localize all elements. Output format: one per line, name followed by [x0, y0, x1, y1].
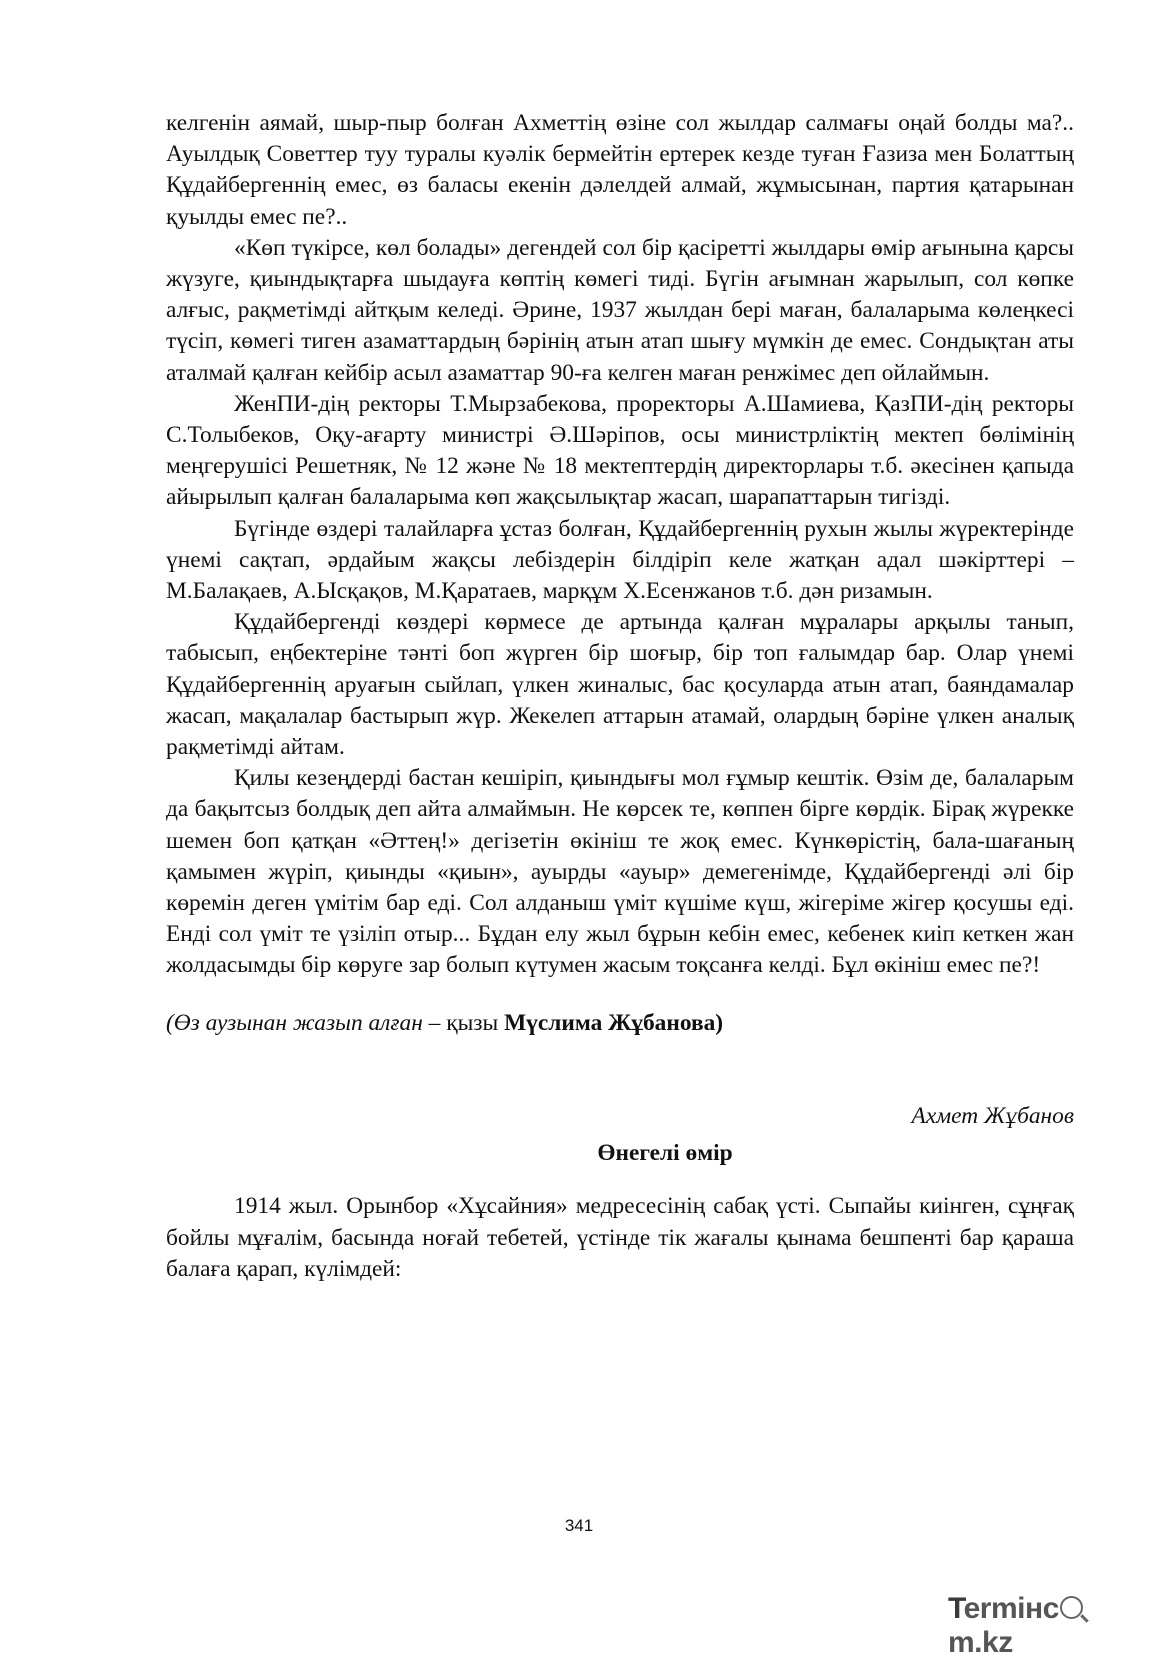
attribution	[166, 1008, 1074, 1039]
section-title: Өнегелі өмір	[597, 1140, 733, 1167]
attribution-dash: – қызы	[422, 1009, 505, 1036]
author-name: Ахмет Жұбанов	[911, 1102, 1074, 1129]
watermark-suffix: m.kz	[948, 1626, 1013, 1659]
watermark-middle: ermінc	[963, 1592, 1059, 1625]
paragraph-1: келгенін аямай, шыр-пыр болған Ахметтің өзіне сол жылдар салмағы оңай болды ма?.. Ауылдық Советтер туу туралы куәлік бермейтін ертерек кезде туған Ғазиза мен Болаттың Құдайбергеннің емес, өз баласы екенін дәлелдей алмай, жұмысынан, партия қатарынан қуылды емес пе?..	[166, 110, 1074, 230]
page-body	[166, 108, 1074, 1285]
attribution-italic: (Өз аузынан жазып алған	[166, 1009, 423, 1036]
paragraph-4: Бүгінде өздері талайларға ұстаз болған, Құдайбергеннің рухын жылы жүректерінде үнемі сақтап, әрдайым жақсы лебіздерін білдіріп келе жатқан адал шәкірттері – М.Балақаев, А.Ысқақов, М.Қаратаев, марқұм Х.Есенжанов т.б. дән ризамын.	[166, 515, 1074, 605]
magnifier-icon	[1060, 1596, 1083, 1619]
watermark-prefix: T	[948, 1592, 964, 1625]
paragraph-3: ЖенПИ-дің ректоры Т.Мырзабекова, проректоры А.Шамиева, ҚазПИ-дің ректоры С.Толыбеков, Оқу-ағарту министрі Ә.Шәріпов, осы министрліктің мектеп бөлімінің меңгерушісі Решетняк, № 12 және № 18 мектептердің директорлары т.б. әкесінен қапыда айырылып қалған балаларыма көп жақсылықтар жасап, шарапаттарын тигізді.	[166, 390, 1074, 511]
paragraph-2: «Көп түкірсе, көл болады» дегендей сол бір қасіретті жылдары өмір ағынына қарсы жүзуге, қиындықтарға шыдауға көптің көмегі тиді. Бүгін ағымнан жарылып, сол көпке алғыс, рақметімді айтқым келеді. Әрине, 1937 жылдан бері маған, балаларыма көлеңкесі түсіп, көмегі тиген азаматтардың бәрінің атын атап шығу мүмкін де емес. Сондықтан аты аталмай қалған кейбір асыл азаматтар 90-ға келген маған ренжімес деп ойлаймын.	[166, 234, 1074, 386]
paragraph-6: Қилы кезеңдерді бастан кешіріп, қиындығы мол ғұмыр кештік. Өзім де, балаларым да бақытсыз болдық деп айта алмаймын. Не көрсек те, көппен бірге көрдік. Бірақ жүрекке шемен боп қатқан «Әттең!» дегізетін өкініш те жоқ емес. Күнкөрістің, бала-шағаның қамымен жүріп, қиынды «қиын», ауырды «ауыр» демегенімде, Құдайбергенді әлі бір көремін деген үмітім бар еді. Сол алданыш үміт күшіме күш, жігеріме жігер қосушы еді. Енді сол үміт те үзіліп отыр... Бұдан елу жыл бұрын кебін емес, кебенек киіп кеткен жан жолдасымды бір көруге зар болып күтумен жасым тоқсанға келді. Бұл өкініш емес пе?!	[166, 765, 1074, 979]
watermark-logo	[948, 1592, 1148, 1659]
page-number: 341	[564, 1516, 594, 1535]
section-paragraph: 1914 жыл. Орынбор «Хұсайния» медресесінің сабақ үсті. Сыпайы киінген, сұңғақ бойлы мұғалім, басында ноғай тебетей, үстінде тік жағалы қынама бешпенті бар қараша балаға қарап, күлімдей:	[166, 1193, 1074, 1282]
attribution-name: Мүслима Жұбанова)	[504, 1009, 724, 1036]
paragraph-5: Құдайбергенді көздері көрмесе де артында қалған мұралары арқылы танып, табысып, еңбектеріне тәнті боп жүрген бір шоғыр, бір топ ғалымдар бар. Олар үнемі Құдайбергеннің аруағын сыйлап, үлкен жиналыс, бас қосуларда атын атап, баяндамалар жасап, мақалалар бастырып жүр. Жекелеп аттарын атамай, олардың бәріне үлкен аналық рақметімді айтам.	[166, 609, 1074, 761]
